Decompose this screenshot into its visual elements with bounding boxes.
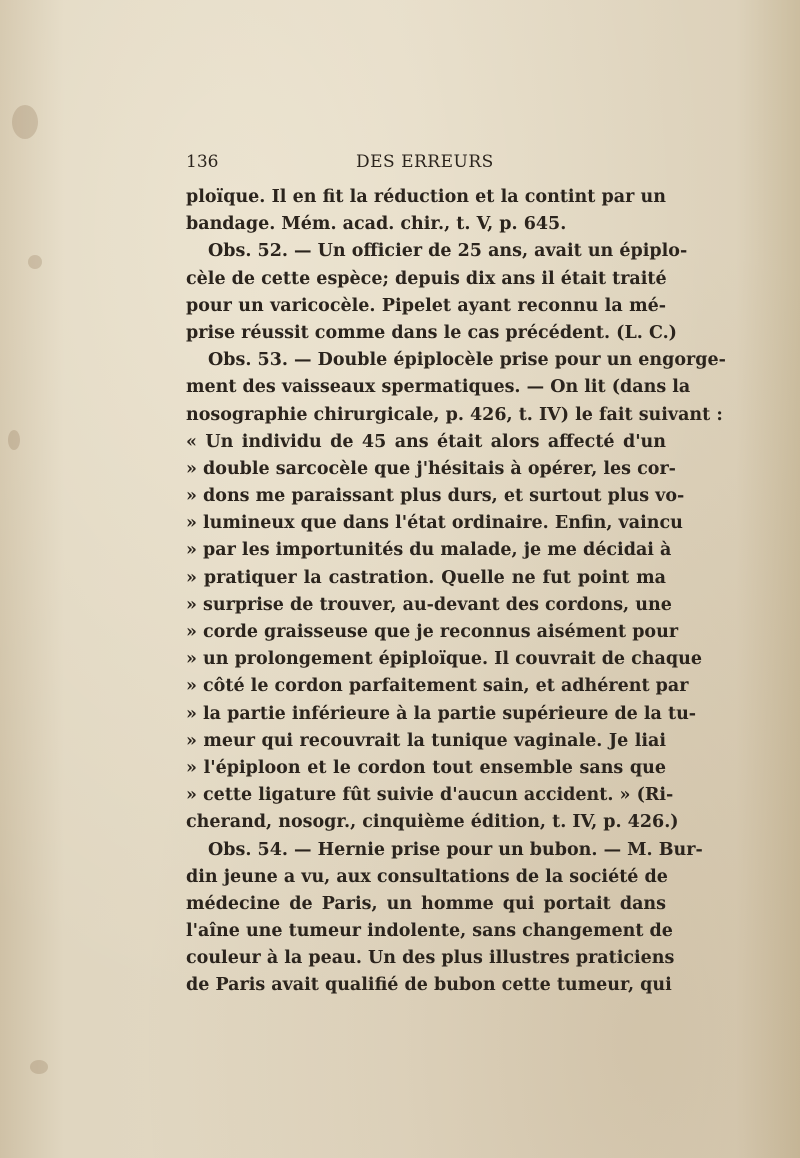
quote-line: » pratiquer la castration. Quelle ne fut point ma — [186, 567, 666, 588]
text-line: Obs. 54. — Hernie prise pour un bubon. — M. Bur- — [208, 839, 703, 860]
quote-line: » côté le cordon parfaitement sain, et adhérent par — [186, 676, 689, 697]
text-line: médecine de Paris, un homme qui portait dans — [186, 893, 666, 914]
text-line: de Paris avait qualifié de bubon cette tumeur, qui — [186, 975, 672, 996]
quote-line: » corde graisseuse que je reconnus aisément pour — [186, 622, 679, 642]
text-line: pour un varicocèle. Pipelet ayant reconnu la mé- — [186, 295, 666, 316]
quote-line: » surprise de trouver, au-devant des cordons, une — [186, 594, 672, 615]
quote-line: » double sarcocèle que j'hésitais à opérer, les cor- — [186, 458, 676, 479]
text-line: l'aîne une tumeur indolente, sans changement de — [186, 921, 673, 942]
text-line: bandage. Mém. acad. chir., t. V, p. 645. — [186, 214, 567, 235]
page-header — [186, 152, 666, 178]
body-text — [186, 184, 726, 1000]
text-line: Obs. 52. — Un officier de 25 ans, avait un épiplo- — [208, 241, 688, 262]
quote-line: « Un individu de 45 ans était alors affecté d'un — [186, 431, 666, 452]
quote-line: » lumineux que dans l'état ordinaire. Enfin, vaincu — [186, 513, 683, 534]
text-line: cherand, nosogr., cinquième édition, t. IV, p. 426.) — [186, 812, 679, 833]
quote-line: » meur qui recouvrait la tunique vaginale. Je liai — [186, 730, 666, 751]
quote-line: » par les importunités du malade, je me décidai à — [186, 540, 672, 561]
quote-line: » un prolongement épiploïque. Il couvrait de chaque — [186, 649, 702, 670]
running-head: DES ERREURS — [356, 152, 494, 172]
quote-line: » dons me paraissant plus durs, et surtout plus vo- — [186, 486, 685, 507]
paper-stain — [28, 255, 42, 269]
quote-line: » cette ligature fût suivie d'aucun accident. » (Ri- — [186, 785, 674, 806]
text-line: prise réussit comme dans le cas précédent. (L. C.) — [186, 322, 677, 343]
paper-stain — [8, 430, 20, 450]
text-line: ment des vaisseaux spermatiques. — On lit (dans la — [186, 377, 691, 398]
text-line: couleur à la peau. Un des plus illustres praticiens — [186, 948, 675, 969]
text-line: cèle de cette espèce; depuis dix ans il était traité — [186, 268, 667, 289]
quote-line: » l'épiploon et le cordon tout ensemble sans que — [186, 757, 666, 778]
paper-stain — [12, 105, 38, 139]
text-line: Obs. 53. — Double épiplocèle prise pour un engorge- — [208, 350, 726, 371]
text-line: din jeune a vu, aux consultations de la société de — [186, 866, 668, 887]
paper-stain — [30, 1060, 48, 1074]
text-line: nosographie chirurgicale, p. 426, t. IV) le fait suivant : — [186, 404, 723, 425]
page-number: 136 — [186, 152, 219, 172]
text-line: ploïque. Il en fit la réduction et la contint par un — [186, 187, 666, 207]
quote-line: » la partie inférieure à la partie supérieure de la tu- — [186, 703, 697, 724]
